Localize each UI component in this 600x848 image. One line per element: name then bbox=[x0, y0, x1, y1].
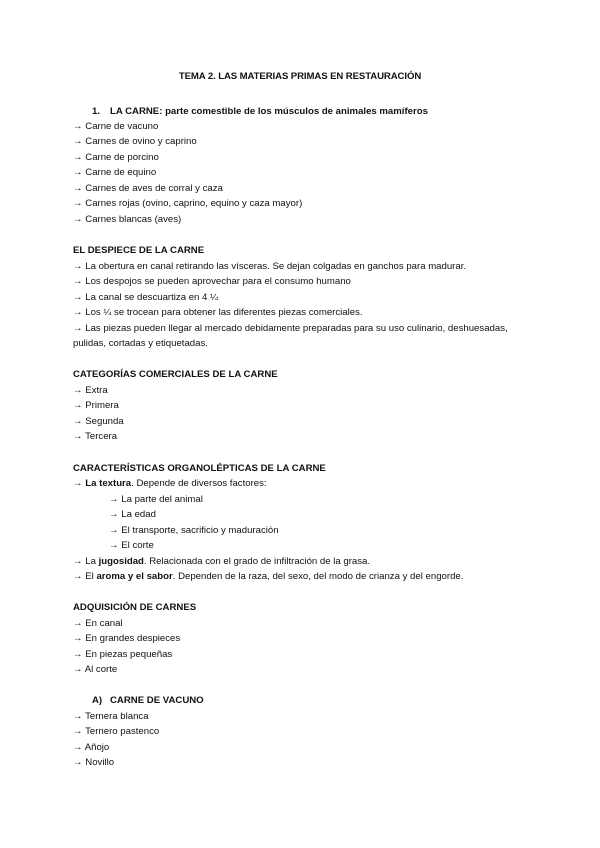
list-item: → Las piezas pueden llegar al mercado debidamente preparadas para su uso culinario, deshuesadas, bbox=[73, 323, 508, 334]
sub-list-item: → El corte bbox=[109, 540, 154, 551]
list-item: → Primera bbox=[73, 400, 119, 411]
list-item: → La obertura en canal retirando las vísceras. Se dejan colgadas en ganchos para madurar. bbox=[73, 261, 467, 272]
item-text: . Depende de diversos factores: bbox=[131, 478, 267, 489]
sub-list-item: → La edad bbox=[109, 509, 156, 520]
list-item: → Ternero pastenco bbox=[73, 726, 160, 737]
section-heading-categorias: CATEGORÍAS COMERCIALES DE LA CARNE bbox=[73, 369, 278, 380]
list-item: → Tercera bbox=[73, 431, 118, 442]
list-item: → Carne de vacuno bbox=[73, 121, 159, 132]
list-item: → Ternera blanca bbox=[73, 711, 149, 722]
arrow-prefix: → bbox=[73, 478, 86, 489]
list-item: → Los despojos se pueden aprovechar para el consumo humano bbox=[73, 276, 351, 287]
bold-term: La textura bbox=[85, 478, 132, 489]
section-number: 1. bbox=[92, 106, 101, 117]
bold-term: jugosidad bbox=[98, 556, 144, 567]
list-item: → Carne de porcino bbox=[73, 152, 159, 163]
list-item: → Carnes blancas (aves) bbox=[73, 214, 182, 225]
sub-list-item: → El transporte, sacrificio y maduración bbox=[109, 525, 279, 536]
list-item: → En piezas pequeñas bbox=[73, 649, 173, 660]
arrow-prefix: → La bbox=[73, 556, 99, 567]
section-heading-organolepticas: CARACTERÍSTICAS ORGANOLÉPTICAS DE LA CARNE bbox=[73, 463, 326, 474]
list-item: → Añojo bbox=[73, 742, 110, 753]
list-item-continuation: pulidas, cortadas y etiquetadas. bbox=[73, 338, 208, 349]
list-item: → Los ¼ se trocean para obtener las diferentes piezas comerciales. bbox=[73, 307, 363, 318]
bold-term: aroma y el sabor bbox=[96, 571, 173, 582]
section-heading-vacuno bbox=[92, 695, 204, 707]
section-heading-text: CARNE DE VACUNO bbox=[110, 695, 204, 706]
list-item: → La canal se descuartiza en 4 ¼ bbox=[73, 292, 219, 303]
list-item: → Novillo bbox=[73, 757, 115, 768]
list-item: → Extra bbox=[73, 385, 108, 396]
list-item: → Carnes rojas (ovino, caprino, equino y caza mayor) bbox=[73, 198, 303, 209]
list-item: → Carnes de ovino y caprino bbox=[73, 136, 197, 147]
list-item-textura bbox=[73, 478, 267, 490]
page-title: TEMA 2. LAS MATERIAS PRIMAS EN RESTAURACIÓN bbox=[178, 71, 422, 82]
section-heading-la-carne bbox=[92, 106, 428, 118]
item-text: . Dependen de la raza, del sexo, del modo de crianza y del engorde. bbox=[172, 571, 464, 582]
section-heading-despiece: EL DESPIECE DE LA CARNE bbox=[73, 245, 205, 256]
section-heading-adquisicion: ADQUISICIÓN DE CARNES bbox=[73, 602, 197, 613]
list-item-aroma bbox=[73, 571, 463, 583]
list-item: → Segunda bbox=[73, 416, 124, 427]
section-letter: A) bbox=[92, 695, 103, 706]
list-item: → Carne de equino bbox=[73, 167, 157, 178]
section-heading-text: LA CARNE: parte comestible de los músculos de animales mamíferos bbox=[110, 106, 428, 117]
list-item: → Carnes de aves de corral y caza bbox=[73, 183, 223, 194]
item-text: . Relacionada con el grado de infiltración de la grasa. bbox=[143, 556, 371, 567]
list-item: → En canal bbox=[73, 618, 123, 629]
sub-list-item: → La parte del animal bbox=[109, 494, 203, 505]
list-item: → En grandes despieces bbox=[73, 633, 181, 644]
list-item: → Al corte bbox=[73, 664, 118, 675]
arrow-prefix: → El bbox=[73, 571, 97, 582]
list-item-jugosidad bbox=[73, 556, 370, 568]
